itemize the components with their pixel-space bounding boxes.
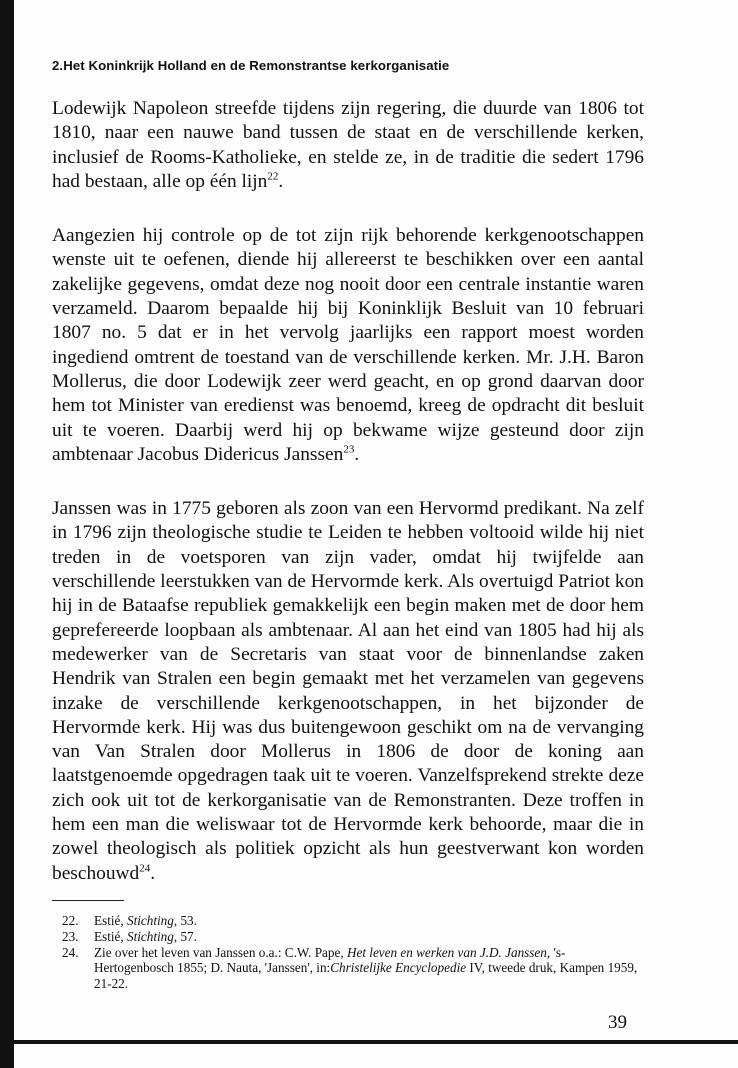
paragraph-1: Lodewijk Napoleon streefde tijdens zijn regering, die duurde van 1806 tot 1810, naar een nauwe band tussen de staat en de verschillende kerken, inclusief de Rooms-Katholieke, en stelde ze, in de traditie die sedert 1796 had bestaan, alle op één lijn$^{22}$. — [52, 98, 644, 192]
footnote-ref-23: 23 — [343, 443, 355, 456]
footnotes — [52, 900, 644, 992]
section-heading: 2.Het Koninkrijk Holland en de Remonstrantse kerkorganisatie — [52, 58, 450, 73]
footnote-24: 24. Zie over het leven van Janssen o.a.: C.W. Pape, Het leven en werken van J.D. Janssen, 's-Hertogenbosch 1855; D. Nauta, 'Janssen', in:Christelijke Encyclopedie IV, tweede druk, Kampen 1959, 21-22. — [62, 944, 638, 992]
footnote-ref-22: 22 — [267, 170, 279, 183]
paragraph-2: Aangezien hij controle op de tot zijn rijk behorende kerkgenootschappen wenste uit te oefenen, diende hij allereerst te beschikken over een aantal zakelijke gegevens, omdat deze nog nooit door een centrale instantie waren verzameld. Daarom bepaalde hij bij Koninklijk Besluit van 10 februari 1807 no. 5 dat er in het vervolg jaarlijks een rapport moest worden ingediend omtrent de toestand van de verschillende kerken. Mr. J.H. Baron Mollerus, die door Lodewijk zeer werd geacht, en op grond daarvan door hem tot Minister van eredienst was benoemd, kreeg de opdracht dit besluit uit te voeren. Daarbij werd hij op bekwame wijze gesteund door zijn ambtenaar Jacobus Didericus Janssen$^{23}$. — [52, 225, 644, 465]
paragraph-3: Janssen was in 1775 geboren als zoon van een Hervormd predikant. Na zelf in 1796 zijn theologische studie te Leiden te hebben voltooid wilde hij niet treden in de voetsporen van zijn vader, omdat hij twijfelde aan verschillende leerstukken van de Hervormde kerk. Als overtuigd Patriot kon hij in de Bataafse republiek gemakkelijk een begin maken met de door hem geprefereerde loopbaan als ambtenaar. Al aan het eind van 1805 had hij als medewerker van de Secretaris van staat voor de binnenlandse zaken Hendrik van Stralen een begin gemaakt met het verzamelen van gegevens inzake de verschillende kerkgenootschappen, in het bijzonder de Hervormde kerk. Hij was dus buitengewoon geschikt om na de vervanging van Van Stralen door Mollerus in 1806 de door de koning aan laatstgenoemde opgedragen taak uit te voeren. Vanzelfsprekend strekte deze zich ook uit tot de kerkorganisatie van de Remonstranten. Deze troffen in hem een man die weliswaar tot de Hervormde kerk behoorde, maar die in zowel theologisch als politiek opzicht als hun geestverwant kon worden beschouwd$^{24}$. — [52, 498, 644, 884]
page-edge-shadow — [0, 0, 14, 1068]
footnote-23: 23. Estié, Stichting, 57. — [62, 928, 197, 944]
page-bottom-edge — [14, 1040, 738, 1044]
footnote-ref-24: 24 — [139, 862, 151, 875]
page-number: 39 — [608, 1012, 627, 1033]
main-text — [52, 50, 644, 916]
footnote-22: 22. Estié, Stichting, 53. — [62, 913, 197, 928]
footnote-divider — [52, 900, 124, 901]
